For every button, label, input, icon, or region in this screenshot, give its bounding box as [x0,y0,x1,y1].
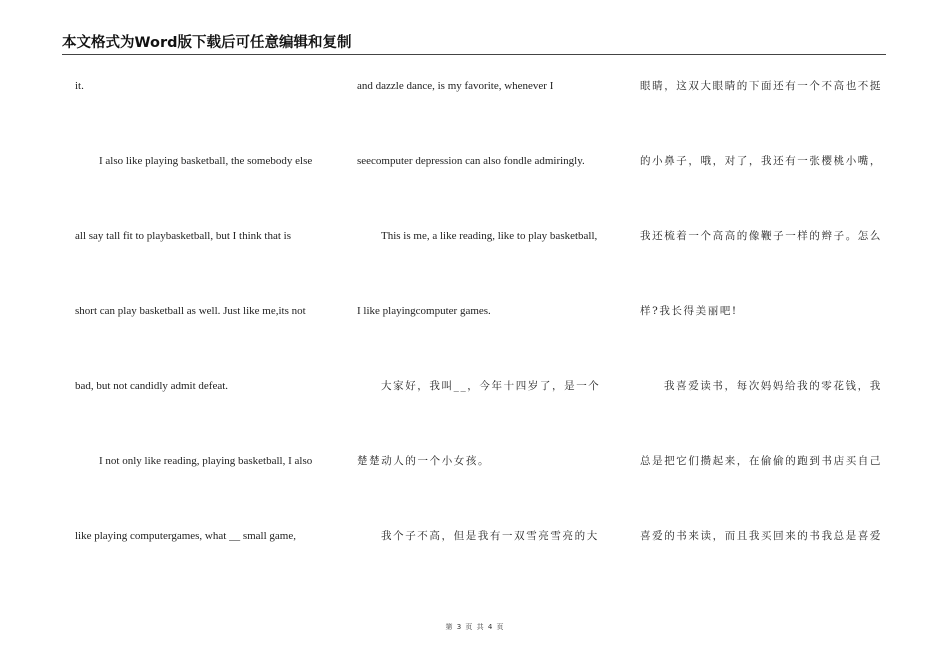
text-line: 大家好，我叫__，今年十四岁了，是一个 [381,380,601,392]
text-line: all say tall fit to playbasketball, but I think that is [75,230,291,242]
text-column-1 [75,78,325,603]
text-line: seecomputer depression can also fondle admiringly. [357,155,585,167]
text-line: and dazzle dance, is my favorite, whenever I [357,80,554,92]
text-line: I also like playing basketball, the somebody else [99,155,313,167]
text-line: bad, but not candidly admit defeat. [75,380,229,392]
text-line: 我个子不高，但是我有一双雪亮雪亮的大 [381,530,599,542]
text-line: 喜爱的书来读，而且我买回来的书我总是喜爱 [640,530,882,542]
text-line: 眼睛，这双大眼睛的下面还有一个不高也不挺 [640,80,882,92]
text-line: it. [75,80,84,92]
text-column-2 [357,78,607,603]
text-line: I like playingcomputer games. [357,305,491,317]
text-column-3 [640,78,880,603]
text-line: like playing computergames, what __ small game, [75,530,296,542]
text-line: 总是把它们攒起来，在偷偷的跑到书店买自己 [640,455,882,467]
text-line: 的小鼻子，哦，对了，我还有一张樱桃小嘴， [640,155,882,167]
header-divider [62,54,886,55]
text-line: This is me, a like reading, like to play basketball, [381,230,598,242]
text-line: 我喜爱读书，每次妈妈给我的零花钱，我 [664,380,882,392]
text-line: 样?我长得美丽吧! [640,305,738,317]
text-line: short can play basketball as well. Just like me,its not [75,305,306,317]
text-line: I not only like reading, playing basketball, I also [99,455,313,467]
text-line: 楚楚动人的一个小女孩。 [357,455,491,467]
page-number-footer: 第 3 页 共 4 页 [445,623,505,631]
text-line: 我还梳着一个高高的像鞭子一样的辫子。怎么 [640,230,882,242]
page-header-title: 本文格式为Word版下载后可任意编辑和复制 [62,35,352,51]
